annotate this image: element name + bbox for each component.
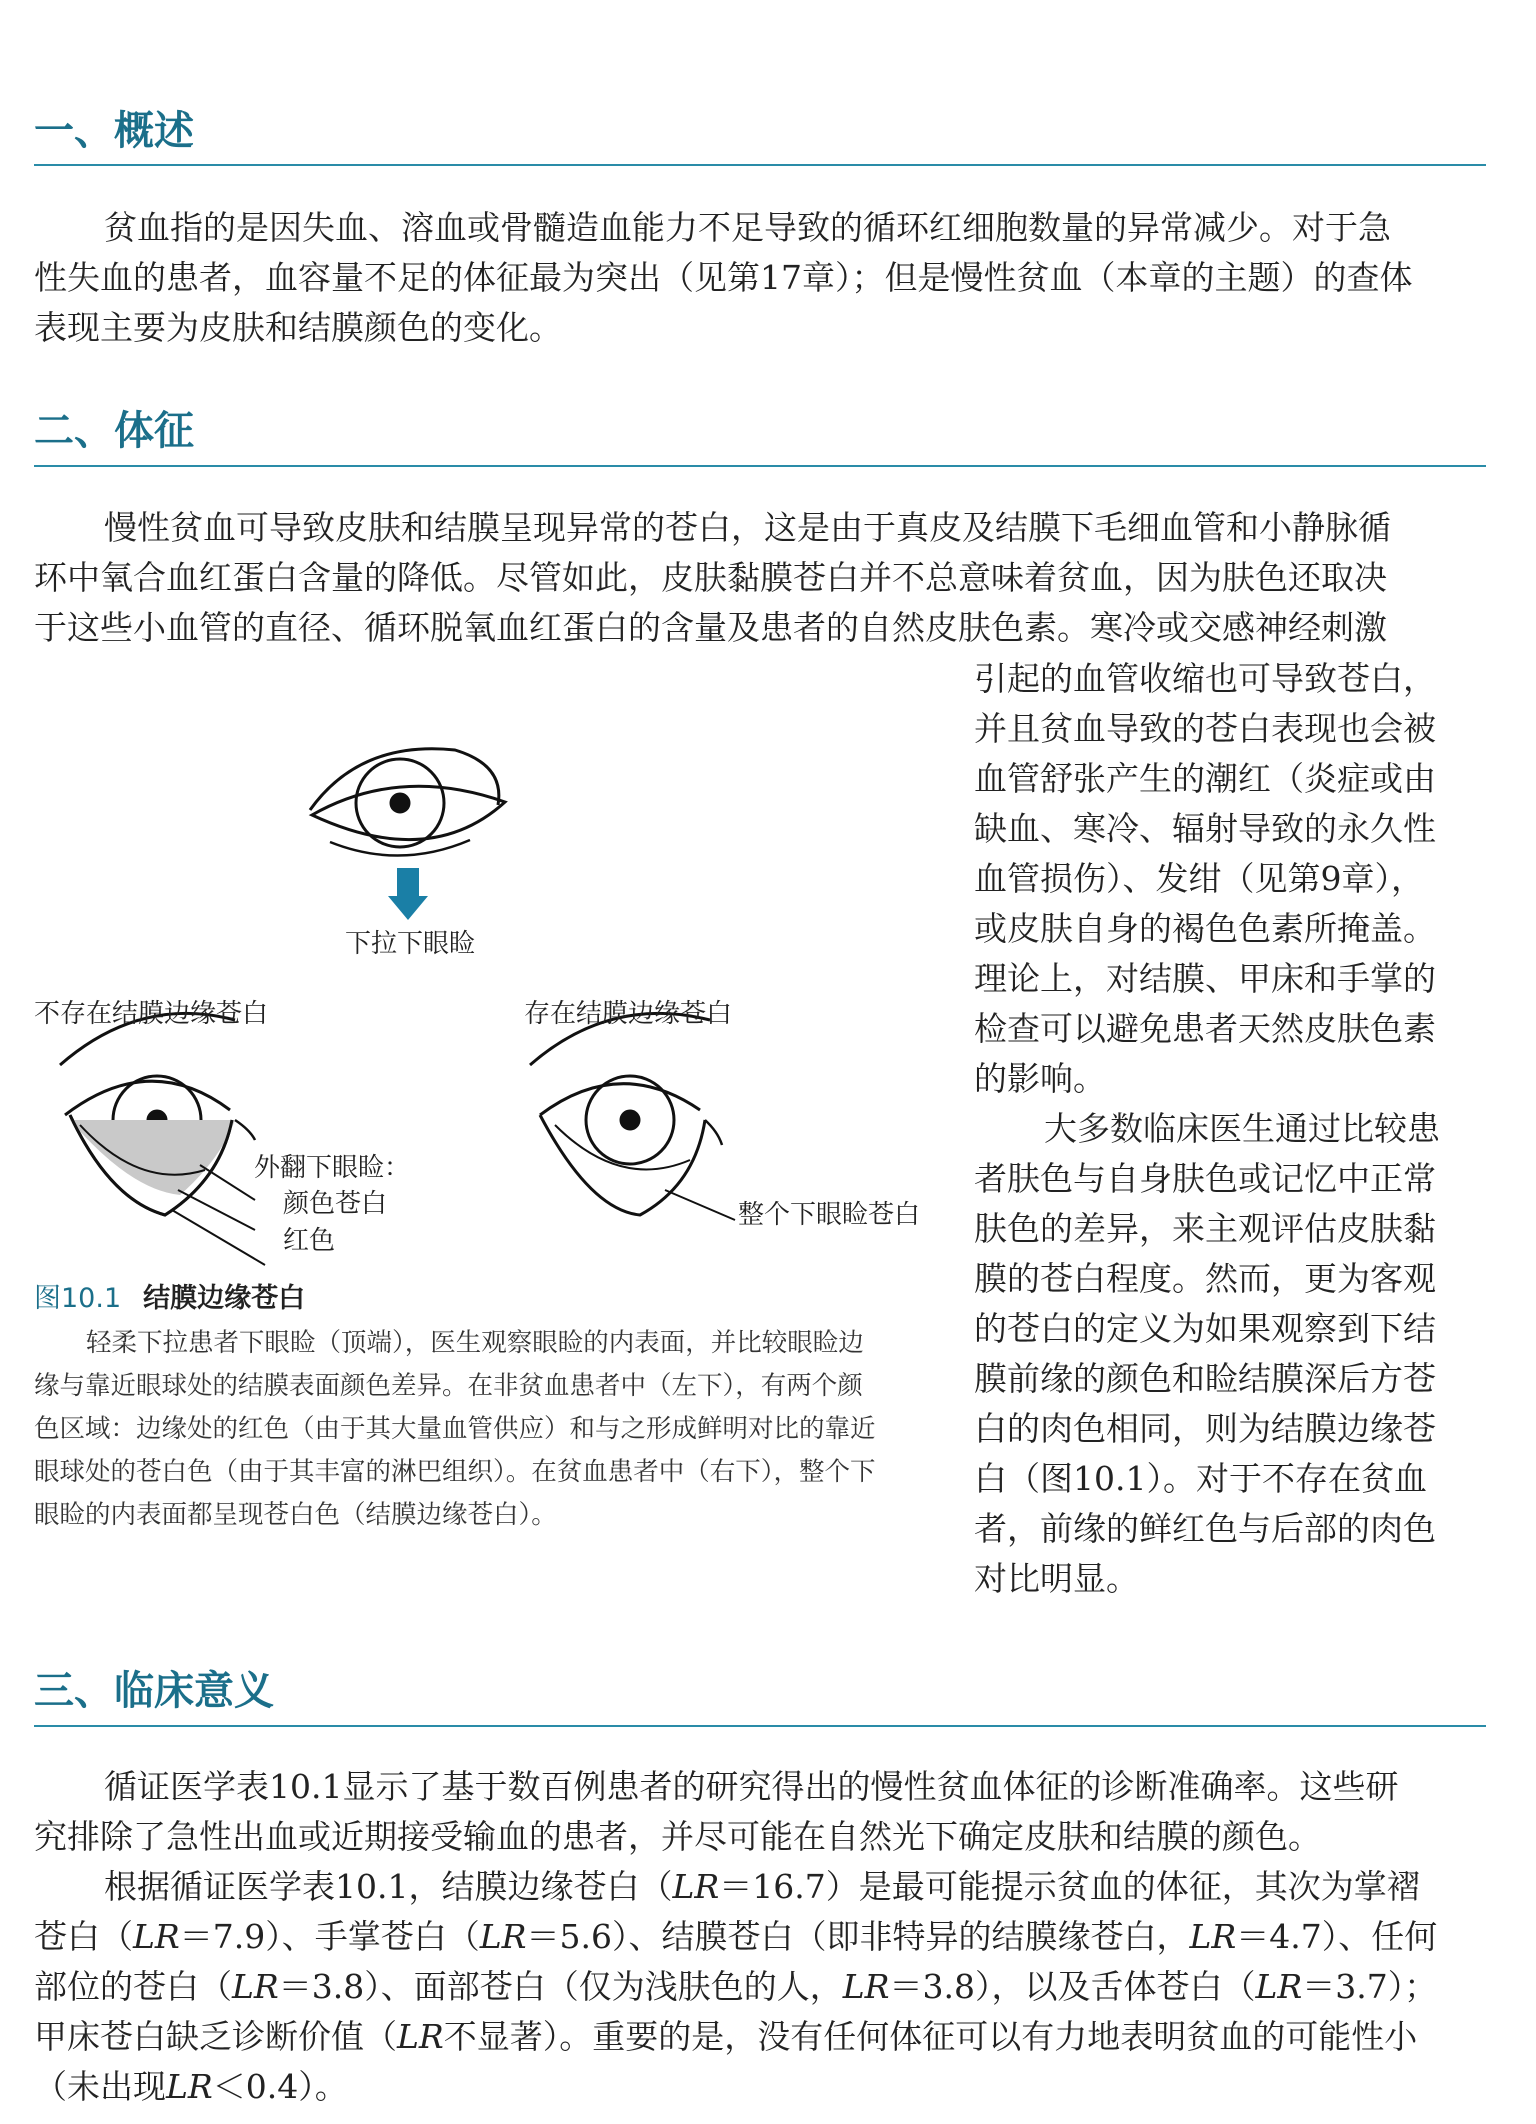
text-line: 膜前缘的颜色和睑结膜深后方苍 [974,1359,1436,1398]
text-line: 对比明显。 [974,1559,1139,1598]
text-span: 苍白（ [34,1917,133,1956]
text-line: 肤色的差异，来主观评估皮肤黏 [974,1209,1436,1248]
signs-column-text [974,654,1486,1604]
text-span: （未出现 [34,2067,166,2106]
text-span: 根据循证医学表10.1，结膜边缘苍白（ [104,1867,673,1906]
text-span: ＝4.7）、任何 [1236,1917,1438,1956]
clinical-paragraph-2 [34,1862,1486,2112]
text-line: 并且贫血导致的苍白表现也会被 [974,709,1436,748]
figure-arrow-label: 下拉下眼睑 [345,929,476,959]
text-line: 究排除了急性出血或近期接受输血的患者，并尽可能在自然光下确定皮肤和结膜的颜色。 [34,1817,1321,1856]
text-line [34,1962,1486,2012]
text-line: 表现主要为皮肤和结膜颜色的变化。 [34,308,562,347]
figure-left-label: 不存在结膜边缘苍白 [34,999,269,1029]
caption-line: 眼球处的苍白色（由于其丰富的淋巴组织）。在贫血患者中（右下），整个下 [34,1457,876,1487]
section-rule [34,465,1486,467]
text-line: 检查可以避免患者天然皮肤色素 [974,1009,1436,1048]
text-line: 环中氧合血红蛋白含量的降低。尽管如此，皮肤黏膜苍白并不总意味着贫血，因为肤色还取决 [34,558,1387,597]
text-line: 的苍白的定义为如果观察到下结 [974,1309,1436,1348]
text-line: 的影响。 [974,1059,1106,1098]
text-line: 膜的苍白程度。然而，更为客观 [974,1259,1436,1298]
caption-line: 缘与靠近眼球处的结膜表面颜色差异。在非贫血患者中（左下），有两个颜 [34,1371,863,1401]
text-span: 不显著）。重要的是，没有任何体征可以有力地表明贫血的可能性小 [443,2017,1418,2056]
lr-term: LR [479,1917,527,1956]
figure-annotation-whole: 整个下眼睑苍白 [738,1200,921,1230]
overview-paragraph [34,203,1486,353]
text-line [34,1912,1486,1962]
text-line: 引起的血管收缩也可导致苍白， [974,659,1436,698]
lr-term: LR [1189,1917,1237,1956]
text-line: 缺血、寒冷、辐射导致的永久性 [974,809,1436,848]
text-line: 性失血的患者，血容量不足的体征最为突出（见第17章）；但是慢性贫血（本章的主题）的查体 [34,258,1413,297]
figure-annotation-everted: 外翻下眼睑： [254,1153,411,1183]
figure-title: 结膜边缘苍白 [143,1283,306,1314]
text-line: 白的肉色相同，则为结膜边缘苍 [974,1409,1436,1448]
text-span: ＝3.8），以及舌体苍白（ [889,1967,1256,2006]
top-eye-drawing [310,749,505,856]
section-heading-signs: 二、体征 [34,408,194,454]
section-rule [34,1725,1486,1727]
text-line: 者肤色与自身肤色或记忆中正常 [974,1159,1436,1198]
text-span: 甲床苍白缺乏诊断价值（ [34,2017,397,2056]
text-span: ＝16.7）是最可能提示贫血的体征，其次为掌褶 [719,1867,1420,1906]
figure-annotation-red: 红色 [283,1226,336,1256]
right-eye-drawing [530,1013,735,1220]
down-arrow-icon [388,868,428,920]
section-rule [34,164,1486,166]
caption-line: 色区域：边缘处的红色（由于其大量血管供应）和与之形成鲜明对比的靠近 [34,1414,876,1444]
left-eye-drawing [60,1013,265,1265]
text-line: 贫血指的是因失血、溶血或骨髓造血能力不足导致的循环红细胞数量的异常减少。对于急 [104,208,1391,247]
text-line [34,1862,1486,1912]
text-line [34,2062,1486,2112]
caption-line: 轻柔下拉患者下眼睑（顶端），医生观察眼睑的内表面，并比较眼睑边 [86,1328,864,1358]
figure-right-label: 存在结膜边缘苍白 [524,999,733,1029]
section-heading-clinical: 三、临床意义 [34,1668,274,1714]
lr-term: LR [166,2067,213,2106]
text-span: ＝3.8）、面部苍白（仅为浅肤色的人， [278,1967,843,2006]
text-span: ＝3.7）； [1302,1967,1438,2006]
text-span: ＝7.9）、手掌苍白（ [179,1917,480,1956]
text-line: 白（图10.1）。对于不存在贫血 [974,1459,1427,1498]
figure-number: 图10.1 [34,1283,122,1314]
text-line: 慢性贫血可导致皮肤和结膜呈现异常的苍白，这是由于真皮及结膜下毛细血管和小静脉循 [104,508,1391,547]
lr-term: LR [397,2017,444,2056]
text-span: 部位的苍白（ [34,1967,232,2006]
text-span: ＝5.6）、结膜苍白（即非特异的结膜缘苍白， [526,1917,1190,1956]
lr-term: LR [133,1917,180,1956]
text-line: 理论上，对结膜、甲床和手掌的 [974,959,1436,998]
lr-term: LR [1255,1967,1303,2006]
lr-term: LR [672,1867,720,1906]
signs-paragraph [34,503,1486,653]
text-line [34,2012,1486,2062]
text-line: 血管舒张产生的潮红（炎症或由 [974,759,1436,798]
text-line: 于这些小血管的直径、循环脱氧血红蛋白的含量及患者的自然皮肤色素。寒冷或交感神经刺激 [34,608,1387,647]
figure-caption-text [34,1322,916,1537]
text-line: 血管损伤）、发绀（见第9章）， [974,859,1424,898]
caption-line: 眼睑的内表面都呈现苍白色（结膜边缘苍白）。 [34,1500,557,1530]
section-heading-overview: 一、概述 [34,108,194,154]
text-line: 循证医学表10.1显示了基于数百例患者的研究得出的慢性贫血体征的诊断准确率。这些研 [104,1767,1399,1806]
lr-term: LR [232,1967,279,2006]
clinical-paragraph-1 [34,1762,1486,1862]
text-line: 者，前缘的鲜红色与后部的肉色 [974,1509,1436,1548]
lr-term: LR [842,1967,890,2006]
figure-caption-title [34,1282,305,1316]
text-line: 或皮肤自身的褐色色素所掩盖。 [974,909,1436,948]
text-line: 大多数临床医生通过比较患 [1044,1109,1440,1148]
figure-annotation-pale: 颜色苍白 [283,1189,388,1219]
text-span: ＜0.4）。 [212,2067,348,2106]
